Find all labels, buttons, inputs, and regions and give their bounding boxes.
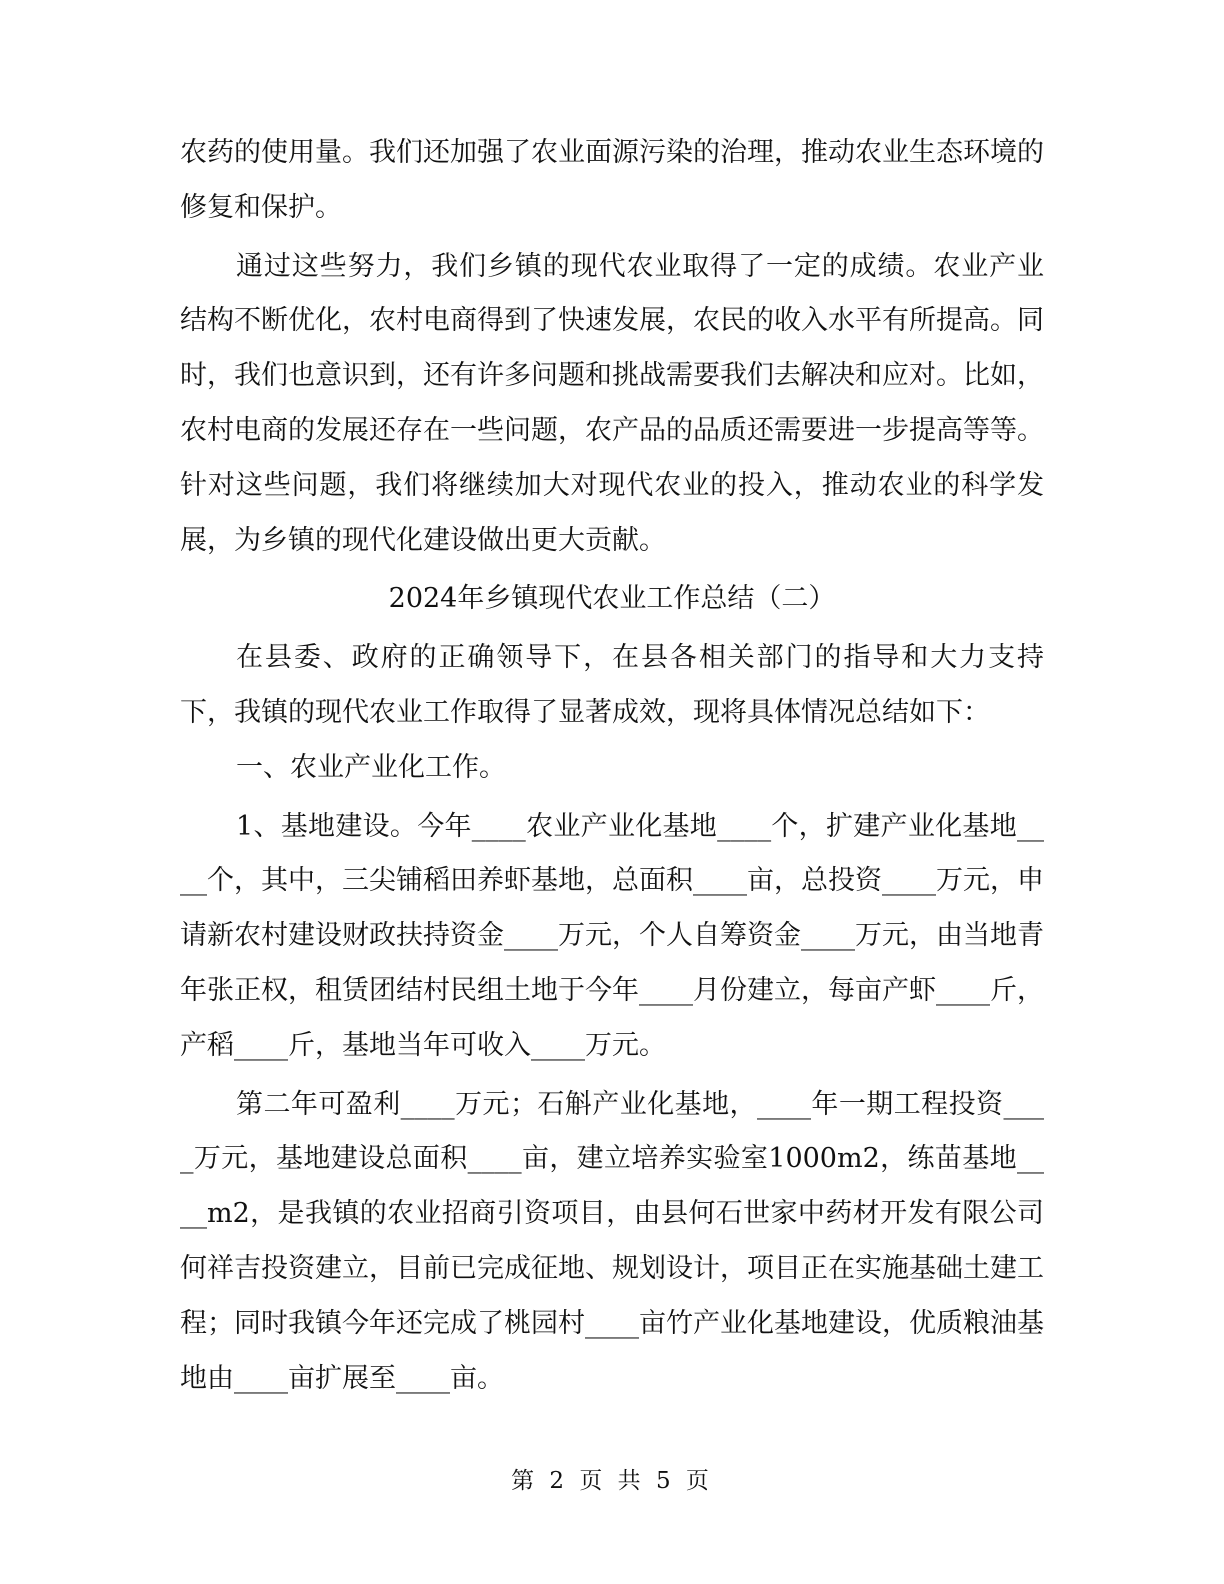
section-heading: 2024年乡镇现代农业工作总结（二）: [388, 583, 836, 615]
document-body: [180, 126, 1044, 1406]
paragraph-intro: 在县委、政府的正确领导下，在县各相关部门的指导和大力支持下，我镇的现代农业工作取得了显著成效，现将具体情况总结如下：: [180, 642, 1044, 728]
page-footer: 第 2 页 共 5 页: [511, 1468, 713, 1494]
paragraph-second-year: 第二年可盈利____万元；石斛产业化基地，____年一期工程投资____万元，基地建设总面积____亩，建立培养实验室1000m2，练苗基地____m2，是我镇的农业招商引资项目，由县何石世家中药材开发有限公司何祥吉投资建立，目前已完成征地、规划设计，项目正在实施基础土建工程；同时我镇今年还完成了桃园村____亩竹产业化基地建设，优质粮油基地由____亩扩展至____亩。: [180, 1088, 1044, 1394]
paragraph-base-construction: 1、基地建设。今年____农业产业化基地____个，扩建产业化基地____个，其中，三尖铺稻田养虾基地，总面积____亩，总投资____万元，申请新农村建设财政扶持资金____万元，个人自筹资金____万元，由当地青年张正权，租赁团结村民组土地于今年____月份建立，每亩产虾____斤，产稻____斤，基地当年可收入____万元。: [180, 810, 1044, 1061]
paragraph-continuation: 农药的使用量。我们还加强了农业面源污染的治理，推动农业生态环境的修复和保护。: [180, 137, 1044, 223]
subsection-title: 一、农业产业化工作。: [236, 751, 506, 783]
paragraph-achievements: 通过这些努力，我们乡镇的现代农业取得了一定的成绩。农业产业结构不断优化，农村电商得到了快速发展，农民的收入水平有所提高。同时，我们也意识到，还有许多问题和挑战需要我们去解决和应对。比如，农村电商的发展还存在一些问题，农产品的品质还需要进一步提高等等。针对这些问题，我们将继续加大对现代农业的投入，推动农业的科学发展，为乡镇的现代化建设做出更大贡献。: [180, 250, 1044, 556]
